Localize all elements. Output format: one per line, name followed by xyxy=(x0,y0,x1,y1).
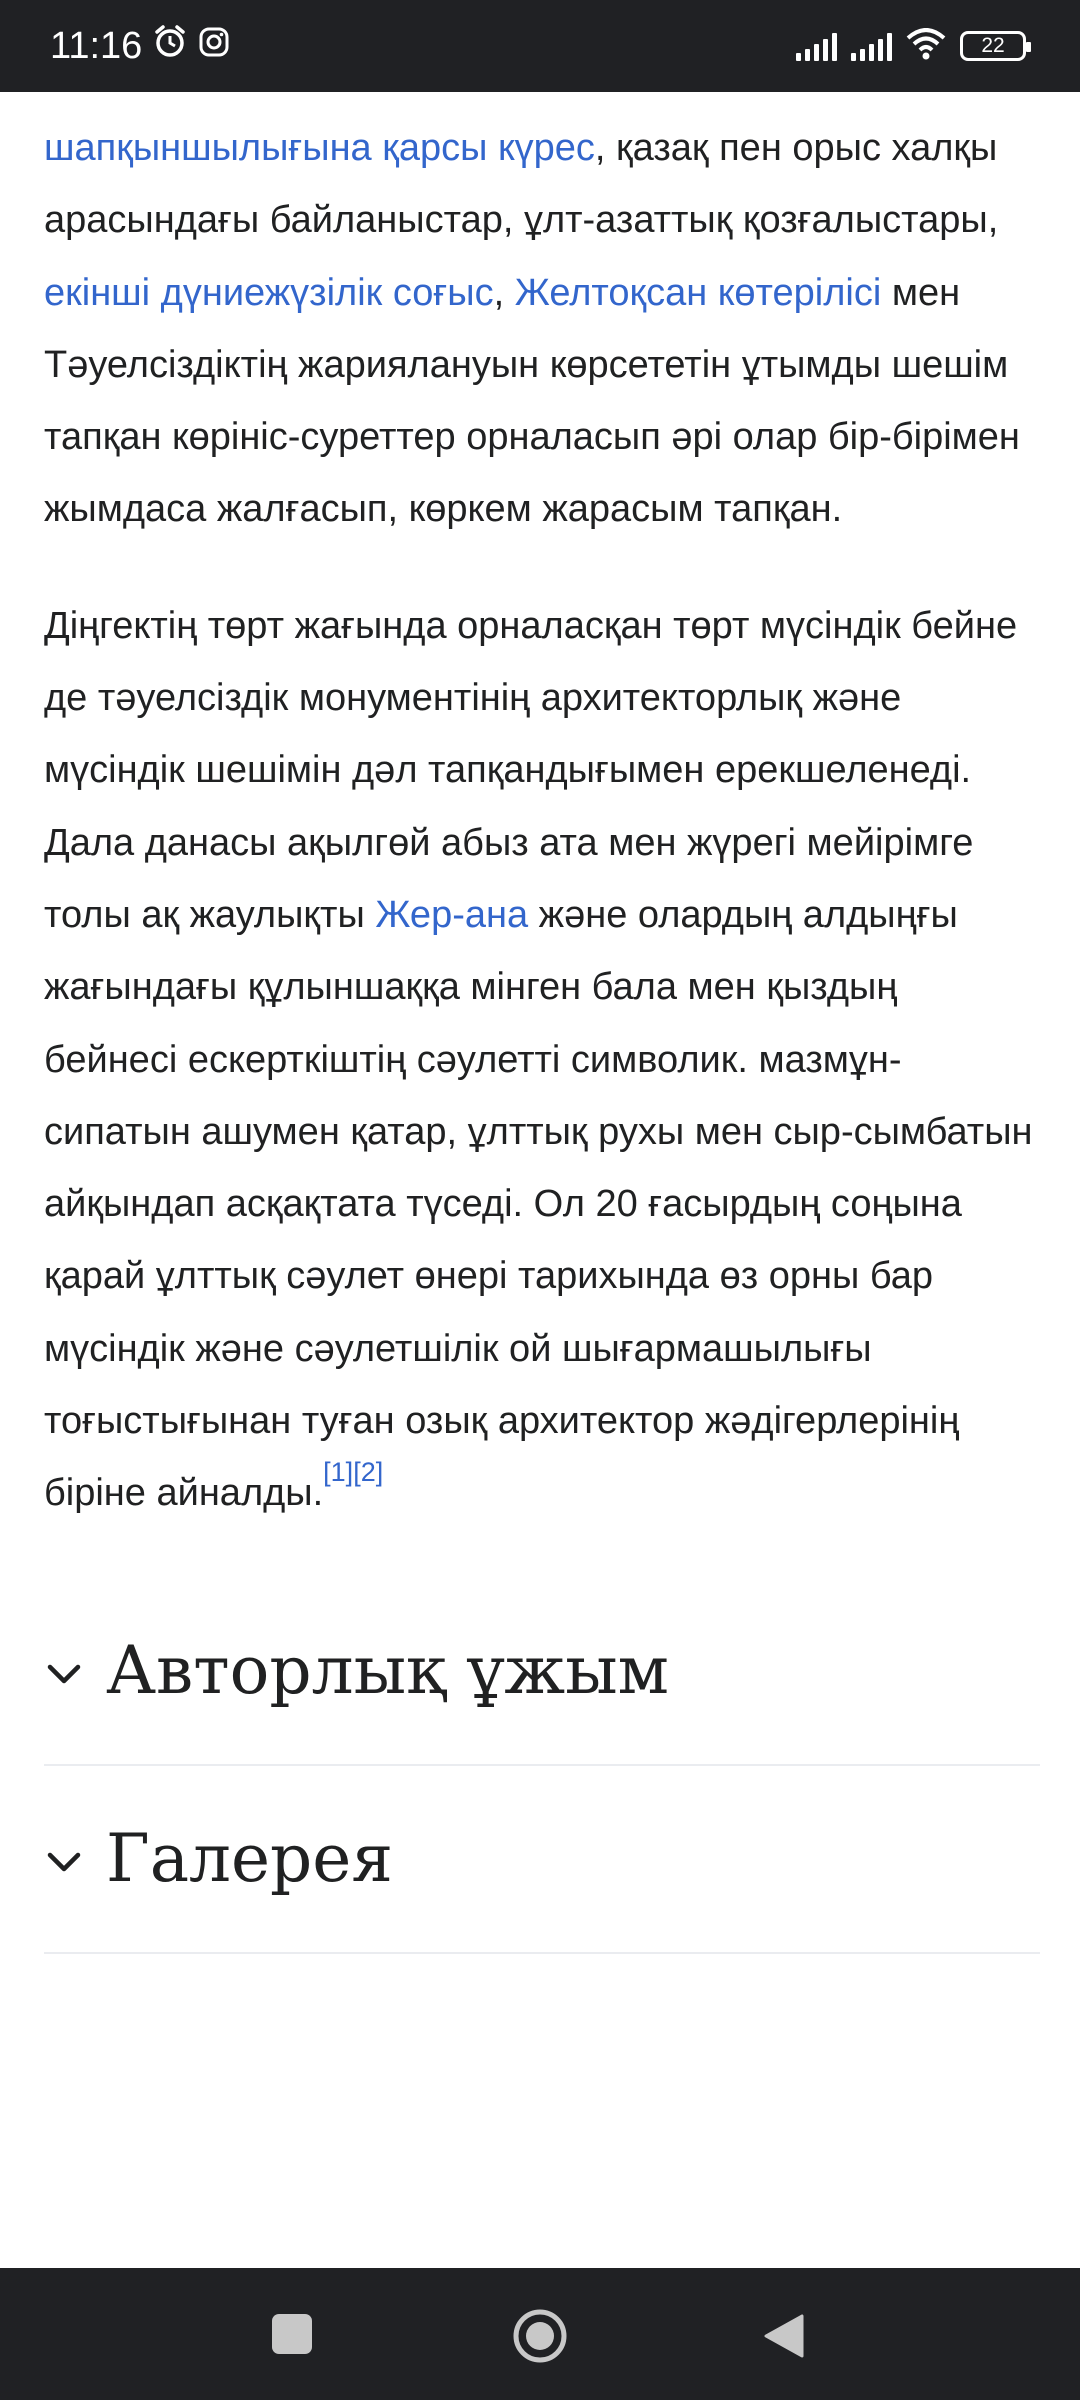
wifi-icon xyxy=(906,28,946,65)
back-button[interactable] xyxy=(762,2312,806,2360)
status-bar xyxy=(0,0,1080,92)
chevron-down-icon xyxy=(44,1842,84,1882)
status-right xyxy=(796,28,1026,65)
paragraph-2 xyxy=(44,590,1040,1530)
paragraph-1 xyxy=(44,112,1040,546)
back-triangle-icon xyxy=(762,2312,806,2360)
navigation-bar xyxy=(0,2268,1080,2400)
section-title-authors: Авторлық ұжым xyxy=(106,1632,669,1710)
link-jer-ana[interactable]: Жер-ана xyxy=(375,893,529,936)
article-content xyxy=(44,92,1040,2268)
instagram-icon xyxy=(198,25,230,68)
section-title-gallery: Галерея xyxy=(106,1820,393,1898)
paragraph-2-text-b: және олардың алдыңғы жағындағы құлыншаққа мінген бала мен қыздың бейнесі ескерткіштің сәулетті символик. мазмұн-сипатын ашумен қатар, ұлттық рухы мен сыр-сымбатын айқындап асқақтата түседі. Ол 20 ғасырдың соңына қарай ұлттық сәулет өнері тарихында өз орны бар мүсіндік және сәулетшілік ой шығармашылығы тоғыстығынан туған озық архитектор жәдігерлерінің біріне айналды. xyxy=(44,893,1033,1515)
section-gallery[interactable] xyxy=(44,1766,1040,1954)
paragraph-1-text-b: , xyxy=(493,271,515,314)
circle-icon xyxy=(512,2308,568,2364)
status-left xyxy=(50,23,230,69)
chevron-down-icon xyxy=(44,1654,84,1694)
status-time: 11:16 xyxy=(50,24,143,67)
reference-2[interactable]: [2] xyxy=(353,1457,384,1488)
paragraph-1-text-a: , қазақ пен орыс халқы арасындағы байланыстар, ұлт-азаттық қозғалыстары, xyxy=(44,127,999,242)
recents-button[interactable] xyxy=(270,2312,314,2356)
references xyxy=(323,1457,383,1487)
signal-icon xyxy=(796,31,837,61)
signal-icon xyxy=(851,31,892,61)
link-ww2[interactable]: екінші дүниежүзілік соғыс xyxy=(44,271,494,314)
square-icon xyxy=(270,2312,314,2356)
paragraph-1-text-c: мен Тәуелсіздіктің жариялануын көрсететін ұтымды шешім тапқан көрініс-суреттер орналасып әрі олар бір-бірімен жымдаса жалғасып, көркем жарасым тапқан. xyxy=(44,271,1020,531)
home-button[interactable] xyxy=(512,2308,568,2364)
battery-icon xyxy=(960,31,1026,61)
section-authors[interactable] xyxy=(44,1578,1040,1766)
alarm-icon xyxy=(152,23,188,69)
link-december-uprising[interactable]: Желтоқсан көтерілісі xyxy=(514,271,882,314)
paragraph-2-text-a: Діңгектің төрт жағында орналасқан төрт мүсіндік бейне де тәуелсіздік монументінің архитекторлық және мүсіндік шешімін дәл тапқандығымен ерекшеленеді. Дала данасы ақылгөй абыз ата мен жүрегі мейірімге толы ақ жаулықты xyxy=(44,604,1018,936)
link-invasion[interactable]: шапқыншылығына қарсы күрес xyxy=(44,127,595,169)
reference-1[interactable]: [1] xyxy=(323,1457,354,1488)
battery-level: 22 xyxy=(981,34,1005,57)
